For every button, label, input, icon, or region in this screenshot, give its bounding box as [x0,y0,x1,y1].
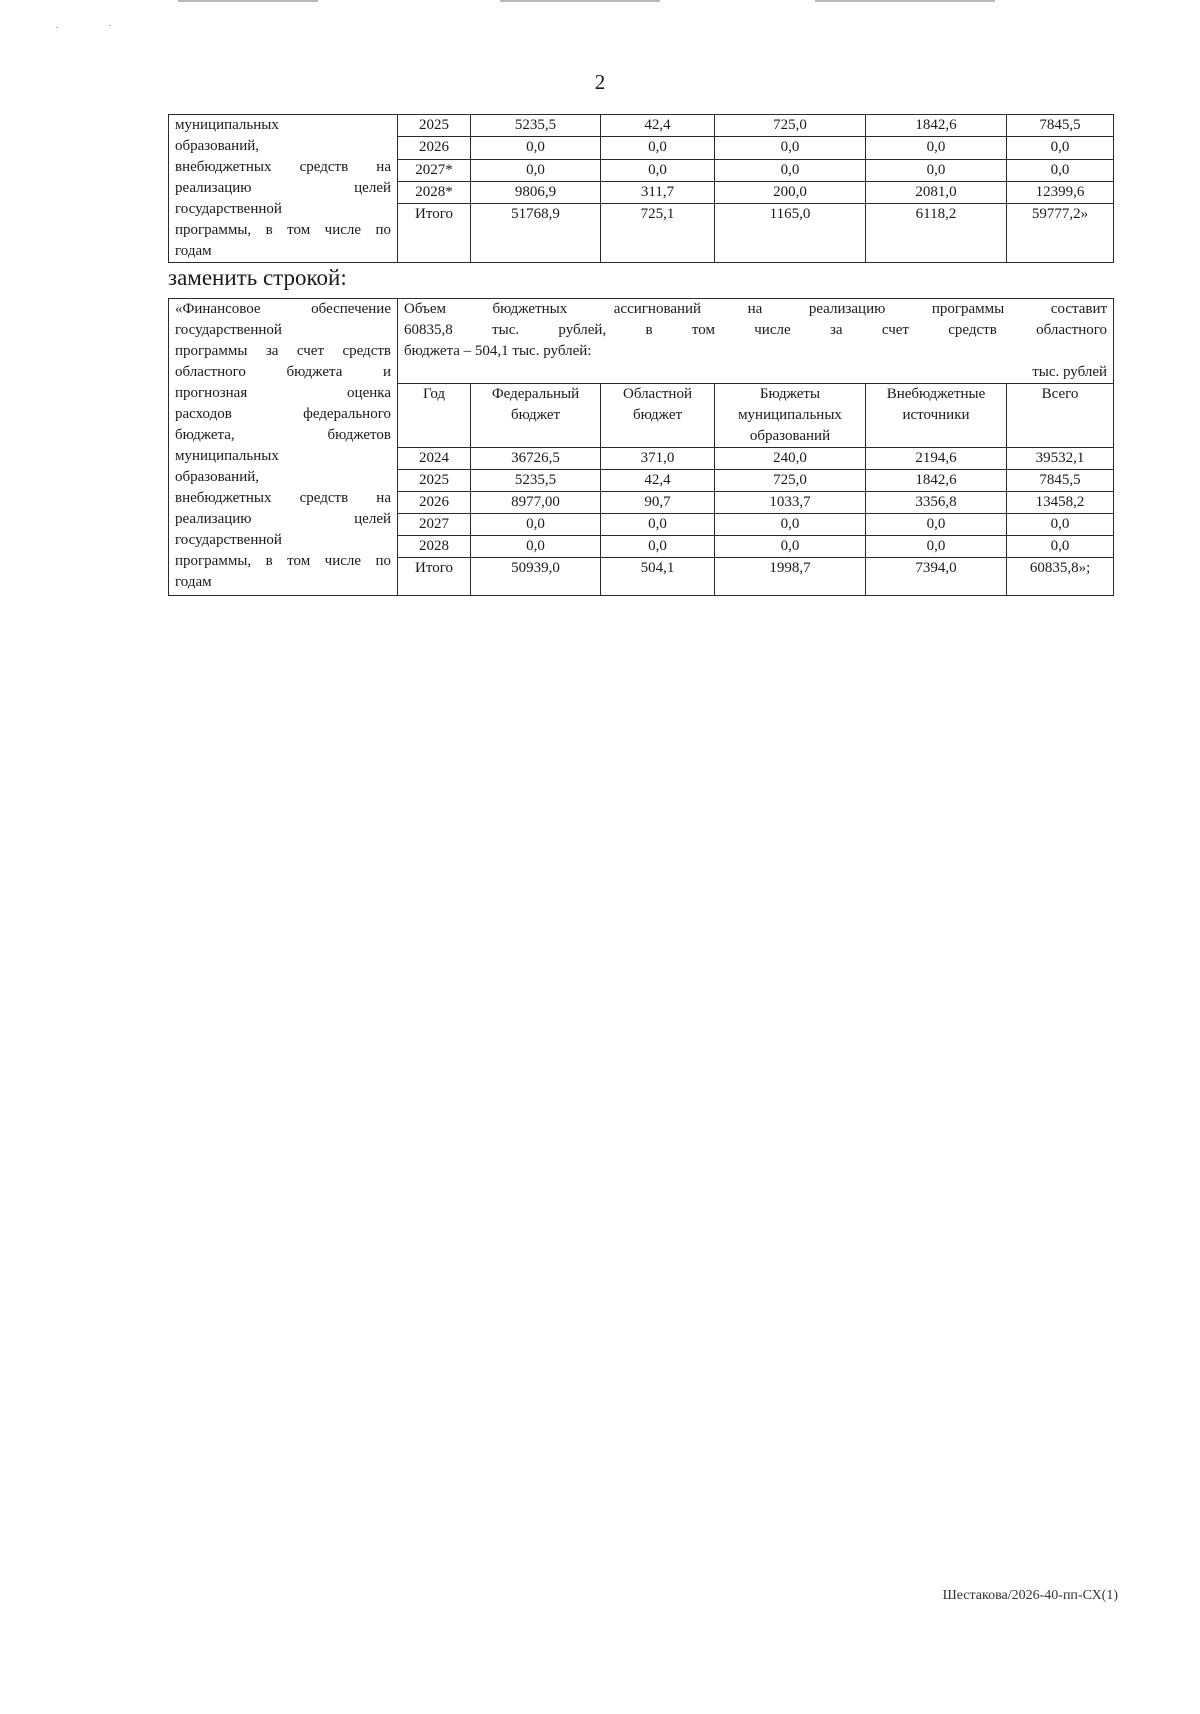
cell-year: Итого [398,204,471,263]
cell-year: 2025 [398,115,471,137]
cell-year: Итого [398,558,471,596]
new-financing-table [168,298,1114,596]
cell-extra: 1842,6 [866,115,1007,137]
cell-federal: 0,0 [471,137,601,159]
scan-artifact-dot: · [108,20,112,32]
label-line: «Финансовое обеспечение [175,301,391,317]
label-line: муниципальных [175,117,279,133]
cell-federal: 0,0 [471,536,601,558]
cell-extra: 0,0 [866,536,1007,558]
cell-extra: 2194,6 [866,448,1007,470]
cell-year: 2027 [398,514,471,536]
cell-total: 0,0 [1007,159,1114,181]
header-year: Год [398,384,471,448]
cell-regional: 311,7 [601,181,715,203]
cell-year: 2025 [398,470,471,492]
intro-line: Объем бюджетных ассигнований на реализацию программы составит [404,301,1108,317]
replace-heading: заменить строкой: [168,265,347,290]
row-label-cell [169,115,398,263]
label-line: областного бюджета и [175,364,391,380]
cell-municipal: 0,0 [715,159,866,181]
label-line: бюджета, бюджетов [175,427,391,443]
cell-federal: 51768,9 [471,204,601,263]
cell-extra: 0,0 [866,137,1007,159]
unit-label: тыс. рублей [398,362,1114,384]
label-line: государственной [175,201,282,217]
cell-municipal: 200,0 [715,181,866,203]
scan-artifact-line [500,0,660,2]
header-total: Всего [1007,384,1114,448]
label-line: муниципальных [175,448,279,464]
cell-total: 60835,8»; [1007,558,1114,596]
cell-year: 2028 [398,536,471,558]
cell-year: 2028* [398,181,471,203]
cell-municipal: 0,0 [715,137,866,159]
cell-regional: 0,0 [601,159,715,181]
document-code: Шестакова/2026-40-пп-СХ(1) [942,1588,1118,1603]
cell-municipal: 0,0 [715,514,866,536]
label-line: программы за счет средств [175,343,391,359]
label-line: реализацию целей [175,180,391,196]
cell-municipal: 725,0 [715,115,866,137]
cell-total: 12399,6 [1007,181,1114,203]
cell-regional: 504,1 [601,558,715,596]
header-extra: Внебюджетные источники [866,384,1007,448]
cell-federal: 0,0 [471,159,601,181]
cell-regional: 371,0 [601,448,715,470]
cell-municipal: 0,0 [715,536,866,558]
old-financing-table [168,114,1114,263]
cell-regional: 0,0 [601,137,715,159]
label-line: государственной [175,322,282,338]
cell-total: 0,0 [1007,137,1114,159]
cell-municipal: 725,0 [715,470,866,492]
cell-regional: 42,4 [601,470,715,492]
cell-extra: 0,0 [866,514,1007,536]
row-label-cell [169,299,398,596]
cell-year: 2026 [398,492,471,514]
intro-text [398,299,1114,363]
label-line: внебюджетных средств на [175,490,391,506]
cell-municipal: 240,0 [715,448,866,470]
scan-artifact-line [178,0,318,2]
header-municipal: Бюджеты муниципальных образований [715,384,866,448]
cell-federal: 50939,0 [471,558,601,596]
cell-total: 0,0 [1007,536,1114,558]
cell-federal: 5235,5 [471,115,601,137]
cell-extra: 1842,6 [866,470,1007,492]
header-federal: Федеральный бюджет [471,384,601,448]
cell-regional: 0,0 [601,514,715,536]
label-line: годам [175,243,212,259]
cell-federal: 9806,9 [471,181,601,203]
label-line: образований, [175,138,260,154]
label-line: внебюджетных средств на [175,159,391,175]
cell-regional: 0,0 [601,536,715,558]
cell-total: 39532,1 [1007,448,1114,470]
scan-artifact-dot: · [55,22,59,34]
header-regional: Областной бюджет [601,384,715,448]
page-number: 2 [594,70,606,94]
cell-extra: 0,0 [866,159,1007,181]
cell-total: 59777,2» [1007,204,1114,263]
cell-regional: 42,4 [601,115,715,137]
label-line: программы, в том числе по [175,553,391,569]
label-line: расходов федерального [175,406,391,422]
cell-year: 2024 [398,448,471,470]
cell-year: 2026 [398,137,471,159]
cell-municipal: 1998,7 [715,558,866,596]
cell-federal: 8977,00 [471,492,601,514]
label-line: программы, в том числе по [175,222,391,238]
cell-extra: 2081,0 [866,181,1007,203]
label-line: государственной [175,532,282,548]
intro-row [169,299,1114,363]
cell-regional: 725,1 [601,204,715,263]
cell-extra: 3356,8 [866,492,1007,514]
cell-municipal: 1033,7 [715,492,866,514]
intro-line: бюджета – 504,1 тыс. рублей: [404,343,592,359]
scan-artifact-line [815,0,995,2]
cell-regional: 90,7 [601,492,715,514]
cell-total: 0,0 [1007,514,1114,536]
cell-total: 7845,5 [1007,470,1114,492]
label-line: годам [175,574,212,590]
cell-federal: 0,0 [471,514,601,536]
label-line: прогнозная оценка [175,385,391,401]
cell-federal: 5235,5 [471,470,601,492]
label-line: образований, [175,469,260,485]
label-line: реализацию целей [175,511,391,527]
intro-line: 60835,8 тыс. рублей, в том числе за счет средств областного [404,322,1108,338]
table-row [169,115,1114,137]
cell-extra: 6118,2 [866,204,1007,263]
cell-total: 13458,2 [1007,492,1114,514]
cell-federal: 36726,5 [471,448,601,470]
cell-year: 2027* [398,159,471,181]
cell-extra: 7394,0 [866,558,1007,596]
cell-municipal: 1165,0 [715,204,866,263]
cell-total: 7845,5 [1007,115,1114,137]
